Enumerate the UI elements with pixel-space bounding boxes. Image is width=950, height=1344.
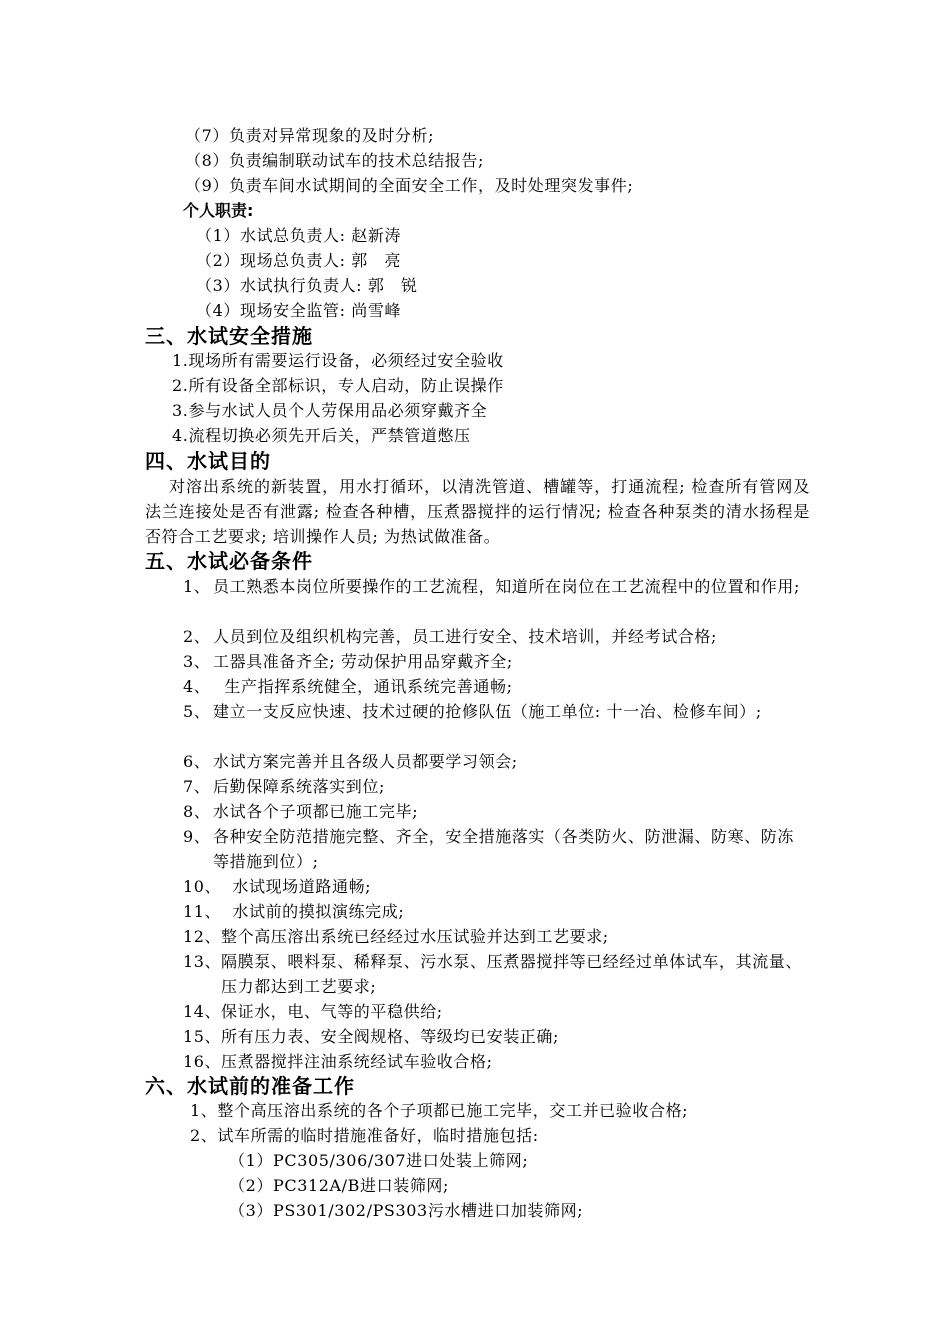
condition-item [183, 624, 808, 649]
condition-text: 压煮器搅拌注油系统经试车验收合格; [221, 1052, 493, 1071]
section-4-heading: 四、水试目的 [145, 449, 271, 473]
condition-item [183, 574, 808, 599]
duty-item: （9）负责车间水试期间的全面安全工作，及时处理突发事件; [185, 176, 634, 195]
preparation-item: 2、试车所需的临时措施准备好，临时措施包括: [190, 1126, 539, 1145]
condition-text: 生产指挥系统健全，通讯系统完善通畅; [213, 677, 513, 696]
section-3-heading: 三、水试安全措施 [145, 324, 313, 348]
condition-number: 16、 [183, 1052, 222, 1071]
duty-item: （7）负责对异常现象的及时分析; [185, 126, 435, 145]
condition-item [183, 1024, 808, 1049]
personal-duty-item: （3）水试执行负责人: 郭 锐 [196, 276, 418, 295]
personal-duty-item: （2）现场总负责人: 郭 亮 [196, 251, 402, 270]
condition-number: 10、 [183, 877, 222, 896]
section-6-heading: 六、水试前的准备工作 [145, 1074, 355, 1098]
condition-item [183, 749, 808, 774]
condition-number: 6、 [183, 752, 211, 771]
duty-item: （8）负责编制联动试车的技术总结报告; [185, 151, 484, 170]
condition-item [183, 949, 808, 999]
condition-item [183, 799, 808, 824]
preparation-item: 1、整个高压溶出系统的各个子项都已施工完毕，交工并已验收合格; [190, 1101, 689, 1120]
personal-duty-item: （1）水试总负责人: 赵新涛 [196, 226, 402, 245]
safety-measure-item: 4.流程切换必须先开后关，严禁管道憋压 [172, 426, 471, 445]
condition-number: 2、 [183, 627, 211, 646]
condition-item [183, 824, 808, 874]
condition-text: 工器具准备齐全; 劳动保护用品穿戴齐全; [213, 652, 513, 671]
condition-item [183, 674, 808, 699]
condition-item [183, 899, 808, 924]
condition-text: 所有压力表、安全阀规格、等级均已安装正确; [221, 1027, 559, 1046]
condition-text: 各种安全防范措施完整、齐全，安全措施落实（各类防火、防泄漏、防寒、防冻等措施到位）; [213, 827, 795, 871]
condition-number: 15、 [183, 1027, 222, 1046]
condition-number: 1、 [183, 577, 211, 596]
condition-text: 后勤保障系统落实到位; [213, 777, 385, 796]
condition-text: 水试方案完善并且各级人员都要学习领会; [213, 752, 518, 771]
condition-text: 水试现场道路通畅; [221, 877, 372, 896]
condition-item [183, 999, 808, 1024]
condition-item [183, 924, 808, 949]
section-5-heading: 五、水试必备条件 [145, 549, 313, 573]
safety-measure-item: 3.参与水试人员个人劳保用品必须穿戴齐全 [172, 401, 488, 420]
temporary-measure-item: （1）PC305/306/307进口处装上筛网; [229, 1151, 529, 1170]
condition-number: 14、 [183, 1002, 222, 1021]
condition-item [183, 699, 808, 724]
temporary-measure-item: （3）PS301/302/PS303污水槽进口加装筛网; [229, 1201, 584, 1220]
temporary-measure-item: （2）PC312A/B进口装筛网; [229, 1176, 450, 1195]
condition-number: 13、 [183, 952, 222, 971]
condition-number: 8、 [183, 802, 211, 821]
condition-text: 人员到位及组织机构完善，员工进行安全、技术培训，并经考试合格; [213, 627, 717, 646]
condition-number: 12、 [183, 927, 222, 946]
condition-text: 建立一支反应快速、技术过硬的抢修队伍（施工单位: 十一冶、检修车间）; [213, 702, 762, 721]
condition-text: 水试各个子项都已施工完毕; [213, 802, 419, 821]
personal-duties-heading: 个人职责: [183, 201, 254, 220]
condition-text: 水试前的摸拟演练完成; [221, 902, 405, 921]
purpose-paragraph: 对溶出系统的新装置，用水打循环，以清洗管道、槽罐等，打通流程; 检查所有管网及法兰连接处是否有泄露; 检查各种槽，压煮器搅拌的运行情况; 检查各种泵类的清水扬程是否符合工艺要求; 培训操作人员; 为热试做准备。 [145, 477, 810, 546]
condition-number: 9、 [183, 827, 211, 846]
condition-number: 11、 [183, 902, 222, 921]
safety-measure-item: 1.现场所有需要运行设备，必须经过安全验收 [172, 351, 504, 370]
personal-duty-item: （4）现场安全监管: 尚雪峰 [196, 301, 402, 320]
condition-number: 5、 [183, 702, 211, 721]
condition-number: 7、 [183, 777, 211, 796]
condition-number: 3、 [183, 652, 211, 671]
condition-text: 整个高压溶出系统已经经过水压试验并达到工艺要求; [221, 927, 609, 946]
condition-text: 保证水，电、气等的平稳供给; [221, 1002, 443, 1021]
condition-text: 员工熟悉本岗位所要操作的工艺流程，知道所在岗位在工艺流程中的位置和作用; [213, 577, 800, 596]
condition-item [183, 649, 808, 674]
safety-measure-item: 2.所有设备全部标识，专人启动，防止误操作 [172, 376, 504, 395]
condition-number: 4、 [183, 677, 211, 696]
condition-text: 隔膜泵、喂料泵、稀释泵、污水泵、压煮器搅拌等已经经过单体试车，其流量、压力都达到工艺要求; [221, 952, 803, 996]
condition-item [183, 774, 808, 799]
condition-item [183, 1049, 808, 1074]
condition-item [183, 874, 808, 899]
